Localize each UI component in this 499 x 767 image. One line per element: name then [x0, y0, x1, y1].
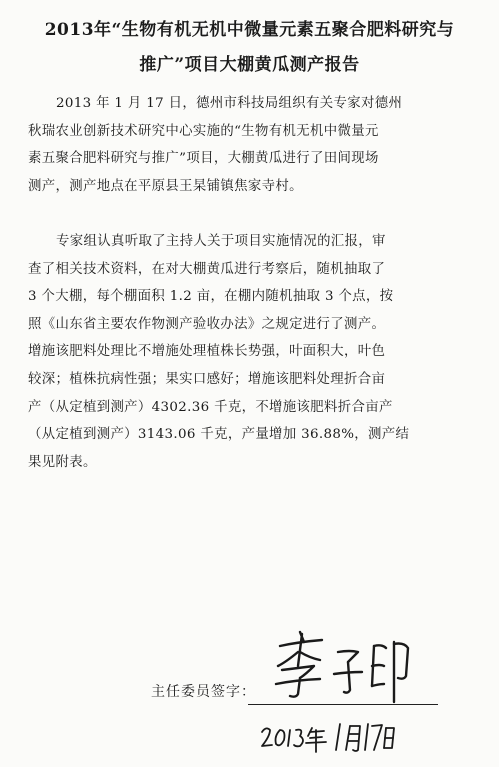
body-line: （从定植到测产）3143.06 千克，产量增加 36.88%，测产结 [28, 427, 410, 443]
body-line: 测产，测产地点在平原县王杲铺镇焦家寺村。 [28, 178, 303, 194]
body-line: 较深；植株抗病性强；果实口感好；增施该肥料处理折合亩 [28, 372, 386, 387]
body-line: 查了相关技术资料，在对大棚黄瓜进行考察后，随机抽取了 [28, 261, 386, 277]
body-line: 产（从定植到测产）4302.36 千克，不增施该肥料折合亩产 [28, 399, 393, 415]
report-title-line-2: 推广”项目大棚黄瓜测产报告 [139, 55, 360, 75]
signature-label: 主任委员签字： [151, 684, 256, 700]
body-line: 增施该肥料处理比不增施处理植株长势强，叶面积大，叶色 [28, 344, 386, 360]
body-line: 素五聚合肥料研究与推广”项目，大棚黄瓜进行了田间现场 [28, 151, 379, 167]
body-line: 专家组认真听取了主持人关于项目实施情况的汇报，审 [56, 234, 386, 249]
report-title-line-1: 2013年“生物有机无机中微量元素五聚合肥料研究与 [44, 20, 455, 40]
body-line: 3 个大棚，每个棚面积 1.2 亩，在棚内随机抽取 3 个点，按 [28, 289, 394, 305]
body-line: 果见附表。 [28, 454, 97, 470]
body-line: 2013 年 1 月 17 日，德州市科技局组织有关专家对德州 [56, 96, 403, 111]
body-line: 照《山东省主要农作物测产验收办法》之规定进行了测产。 [28, 316, 386, 332]
signature-underline [248, 704, 438, 705]
body-line: 秋瑞农业创新技术研究中心实施的“生物有机无机中微量元 [28, 123, 379, 139]
handwritten-signature [258, 622, 428, 710]
handwritten-date [258, 716, 398, 756]
